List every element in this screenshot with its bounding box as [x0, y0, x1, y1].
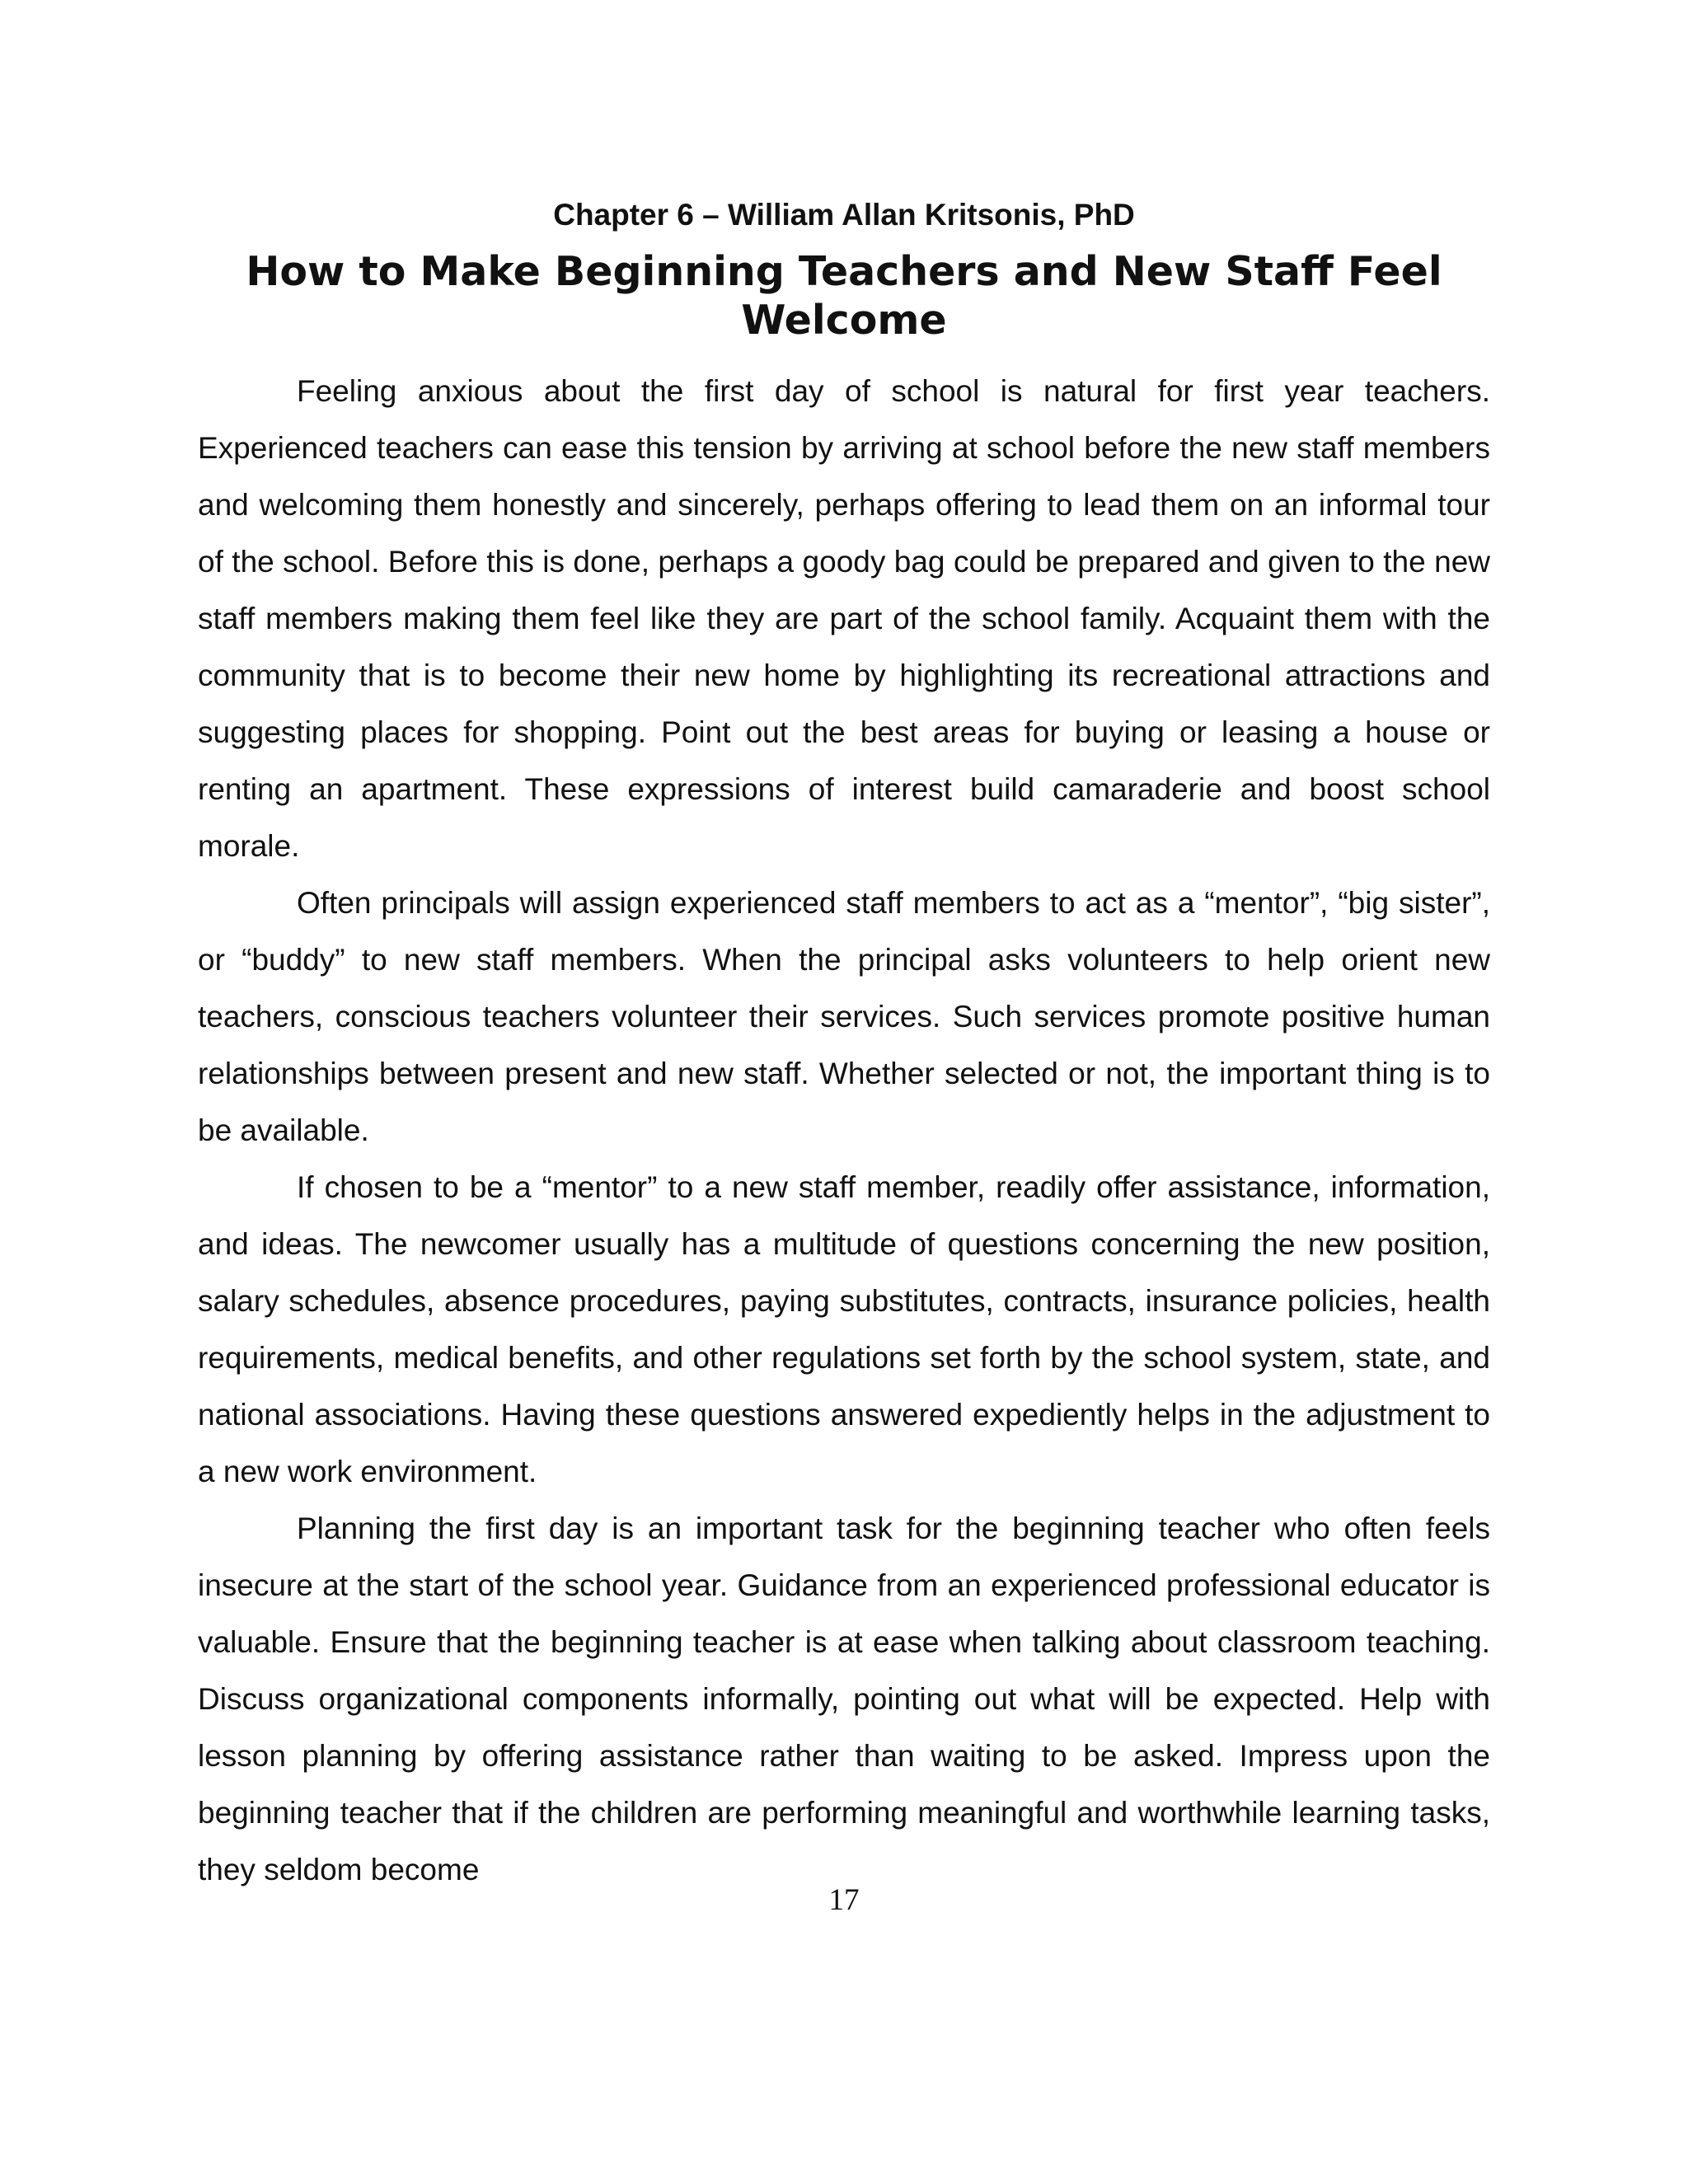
- page-title: How to Make Beginning Teachers and New Staff Feel Welcome: [246, 248, 1442, 344]
- paragraph-3: If chosen to be a “mentor” to a new staff member, readily offer assistance, information, and ideas. The newcomer usually has a multitude of questions concerning the new position, salary schedules, absence procedures, paying substitutes, contracts, insurance policies, health requirements, medical benefits, and other regulations set forth by the school system, state, and national associations. Having these questions answered expediently helps in the adjustment to a new work environment.: [198, 1170, 1490, 1488]
- page-number: 17: [828, 1883, 860, 1917]
- body-text: [198, 363, 1490, 1898]
- paragraph-2: Often principals will assign experienced staff members to act as a “mentor”, “big sister”, or “buddy” to new staff members. When the principal asks volunteers to help orient new teachers, conscious teachers volunteer their services. Such services promote positive human relationships between present and new staff. Whether selected or not, the important thing is to be available.: [198, 886, 1490, 1147]
- paragraph-4: Planning the first day is an important task for the beginning teacher who often feels insecure at the start of the school year. Guidance from an experienced professional educator is valuable. Ensure that the beginning teacher is at ease when talking about classroom teaching. Discuss organizational components informally, pointing out what will be expected. Help with lesson planning by offering assistance rather than waiting to be asked. Impress upon the beginning teacher that if the children are performing meaningful and worthwhile learning tasks, they seldom become: [198, 1511, 1490, 1886]
- paragraph-1: Feeling anxious about the first day of school is natural for first year teachers. Experienced teachers can ease this tension by arriving at school before the new staff members and welcoming them honestly and sincerely, perhaps offering to lead them on an informal tour of the school. Before this is done, perhaps a goody bag could be prepared and given to the new staff members making them feel like they are part of the school family. Acquaint them with the community that is to become their new home by highlighting its recreational attractions and suggesting places for shopping. Point out the best areas for buying or leasing a house or renting an apartment. These expressions of interest build camaraderie and boost school morale.: [198, 374, 1490, 863]
- chapter-heading: Chapter 6 – William Allan Kritsonis, PhD: [553, 198, 1135, 232]
